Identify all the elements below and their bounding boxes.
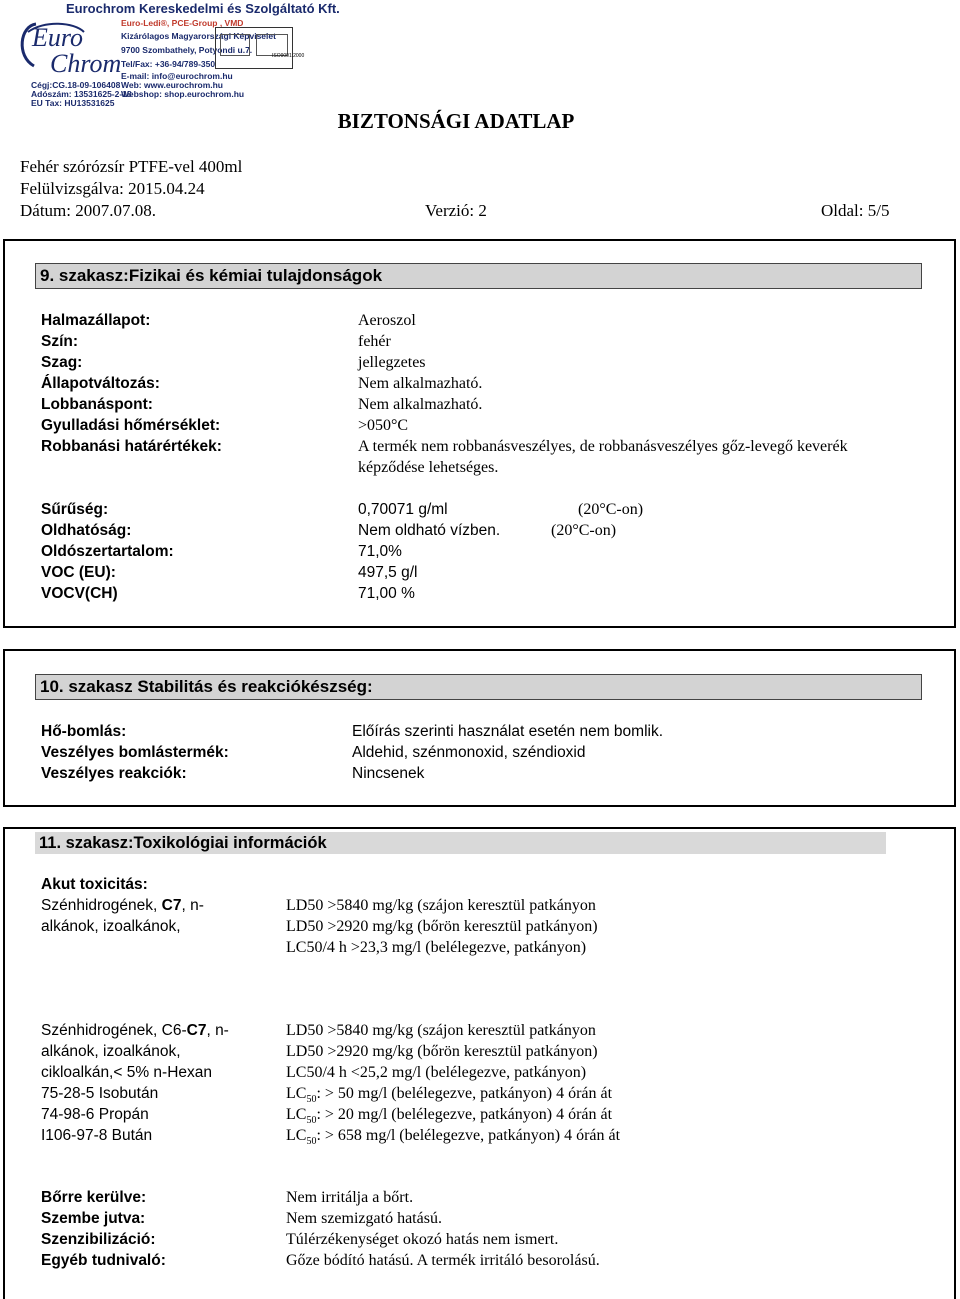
document-date: Dátum: 2007.07.08. <box>20 201 156 220</box>
toxicity-value: LC50/4 h >23,3 mg/l (belélegezve, patkányon) <box>286 939 587 956</box>
property-label: Szag: <box>41 354 83 371</box>
company-address: 9700 Szombathely, Potyondi u.7. <box>121 45 253 55</box>
property-label: Veszélyes bomlástermék: <box>41 744 229 761</box>
property-label: Egyéb tudnivaló: <box>41 1252 166 1269</box>
company-representation: Kizárólagos Magyarországi Képviselet <box>121 31 276 41</box>
property-value: 71,00 % <box>358 585 415 602</box>
toxicity-value: LD50 >5840 mg/kg (szájon keresztül patkányon <box>286 897 596 914</box>
property-label: VOC (EU): <box>41 564 116 581</box>
company-name: Eurochrom Kereskedelmi és Szolgáltató Kft. <box>66 1 340 16</box>
company-email: E-mail: info@eurochrom.hu <box>121 71 233 81</box>
company-eu-tax: EU Tax: HU13531625 <box>31 98 115 108</box>
property-label: Gyulladási hőmérséklet: <box>41 417 221 434</box>
explosion-limit-cont: képződése lehetséges. <box>358 459 499 476</box>
company-webshop: Webshop: shop.eurochrom.hu <box>121 89 245 99</box>
certification-badge <box>215 27 293 69</box>
property-label: Robbanási határértékek: <box>41 438 222 455</box>
document-title: BIZTONSÁGI ADATLAP <box>337 109 575 133</box>
property-condition: (20°C-on) <box>551 522 617 539</box>
product-name: Fehér szórózsír PTFE-vel 400ml <box>20 157 243 176</box>
property-value: Nem alkalmazható. <box>358 396 483 413</box>
logo-text-chrom: Chrom <box>50 49 122 78</box>
property-value: Túlérzékenységet okozó hatás nem ismert. <box>286 1231 559 1248</box>
property-label: Szembe jutva: <box>41 1210 146 1227</box>
property-value: 0,70071 g/ml <box>358 501 448 518</box>
property-label: Hő-bomlás: <box>41 723 127 740</box>
property-value: Aldehid, szénmonoxid, széndioxid <box>352 744 586 761</box>
property-label: Szín: <box>41 333 79 350</box>
property-label: Halmazállapot: <box>41 312 151 329</box>
property-label: Szenzibilizáció: <box>41 1231 156 1248</box>
property-value: Nincsenek <box>352 765 425 782</box>
property-value: Előírás szerinti használat esetén nem bomlik. <box>352 723 664 740</box>
property-label: Lobbanáspont: <box>41 396 153 413</box>
property-value: Nem oldható vízben. <box>358 522 501 539</box>
property-value: A termék nem robbanásveszélyes, de robbanásveszélyes gőz-levegő keverék <box>358 438 848 455</box>
property-label: Állapotváltozás: <box>41 375 160 392</box>
property-value: Nem alkalmazható. <box>358 375 483 392</box>
property-label: VOCV(CH) <box>41 585 118 602</box>
property-value: >050°C <box>358 417 409 434</box>
document-version: Verzió: 2 <box>425 201 487 220</box>
property-value: 497,5 g/l <box>358 564 418 581</box>
property-value: fehér <box>358 333 391 350</box>
property-value: Nem irritálja a bőrt. <box>286 1189 414 1206</box>
group2-name: Szénhidrogének, C6-C7, n- <box>41 1022 229 1039</box>
property-label: Sűrűség: <box>41 501 109 518</box>
company-web: Web: www.eurochrom.hu <box>121 80 224 90</box>
substance-line: cikloalkán,< 5% n-Hexan <box>41 1064 213 1081</box>
property-label: Veszélyes reakciók: <box>41 765 187 782</box>
substance-line: 75-28-5 Isobután <box>41 1085 159 1102</box>
section-11-title: 11. szakasz:Toxikológiai információk <box>35 832 886 854</box>
lc50-value: $LC_{50}$: > 20 mg/l (belélegezve, patkányon) 4 órán át <box>286 1106 613 1127</box>
iso-label: ISO9001:2000 <box>272 53 305 59</box>
toxicity-value: LD50 >5840 mg/kg (szájon keresztül patkányon <box>286 1022 596 1039</box>
lc50-value: $LC_{50}$: > 658 mg/l (belélegezve, patkányon) 4 órán át <box>286 1127 621 1148</box>
section-10-title: 10. szakasz Stabilitás és reakciókészség: <box>35 674 922 700</box>
company-logo <box>14 16 129 76</box>
company-tax-number: Adószám: 13531625-2-18 <box>31 89 132 99</box>
toxicity-value: LD50 >2920 mg/kg (bőrön keresztül patkányon) <box>286 918 598 935</box>
property-value: Aeroszol <box>358 312 416 329</box>
property-label: Bőrre kerülve: <box>41 1189 147 1206</box>
company-phone: Tel/Fax: +36-94/789-350 <box>121 59 216 69</box>
property-value: jellegzetes <box>358 354 426 371</box>
property-value: 71,0% <box>358 543 402 560</box>
substance-line: alkánok, izoalkánok, <box>41 1043 181 1060</box>
section-9-title: 9. szakasz:Fizikai és kémiai tulajdonságok <box>35 263 922 289</box>
logo-text-euro: Euro <box>32 23 84 52</box>
property-label: Oldószertartalom: <box>41 543 174 560</box>
company-registration: Cégj:CG.18-09-106408 <box>31 80 121 90</box>
substance-line: I106-97-8 Bután <box>41 1127 153 1144</box>
toxicity-value: LD50 >2920 mg/kg (bőrön keresztül patkányon) <box>286 1043 598 1060</box>
lc50-value: $LC_{50}$: > 50 mg/l (belélegezve, patkányon) 4 órán át <box>286 1085 613 1106</box>
group1-name: Szénhidrogének, C7, n- <box>41 897 204 914</box>
company-brands: Euro-Ledi®, PCE-Group , VMD <box>121 18 244 28</box>
revision-date: Felülvizsgálva: 2015.04.24 <box>20 179 205 198</box>
property-value: Gőze bódító hatású. A termék irritáló besorolású. <box>286 1252 600 1269</box>
toxicity-value: LC50/4 h <25,2 mg/l (belélegezve, patkányon) <box>286 1064 587 1081</box>
acute-toxicity-label: Akut toxicitás: <box>41 876 148 893</box>
property-value: Nem szemizgató hatású. <box>286 1210 442 1227</box>
group1-name-line2: alkánok, izoalkánok, <box>41 918 181 935</box>
page-number: Oldal: 5/5 <box>821 201 890 220</box>
substance-line: 74-98-6 Propán <box>41 1106 149 1123</box>
property-condition: (20°C-on) <box>578 501 644 518</box>
property-label: Oldhatóság: <box>41 522 132 539</box>
